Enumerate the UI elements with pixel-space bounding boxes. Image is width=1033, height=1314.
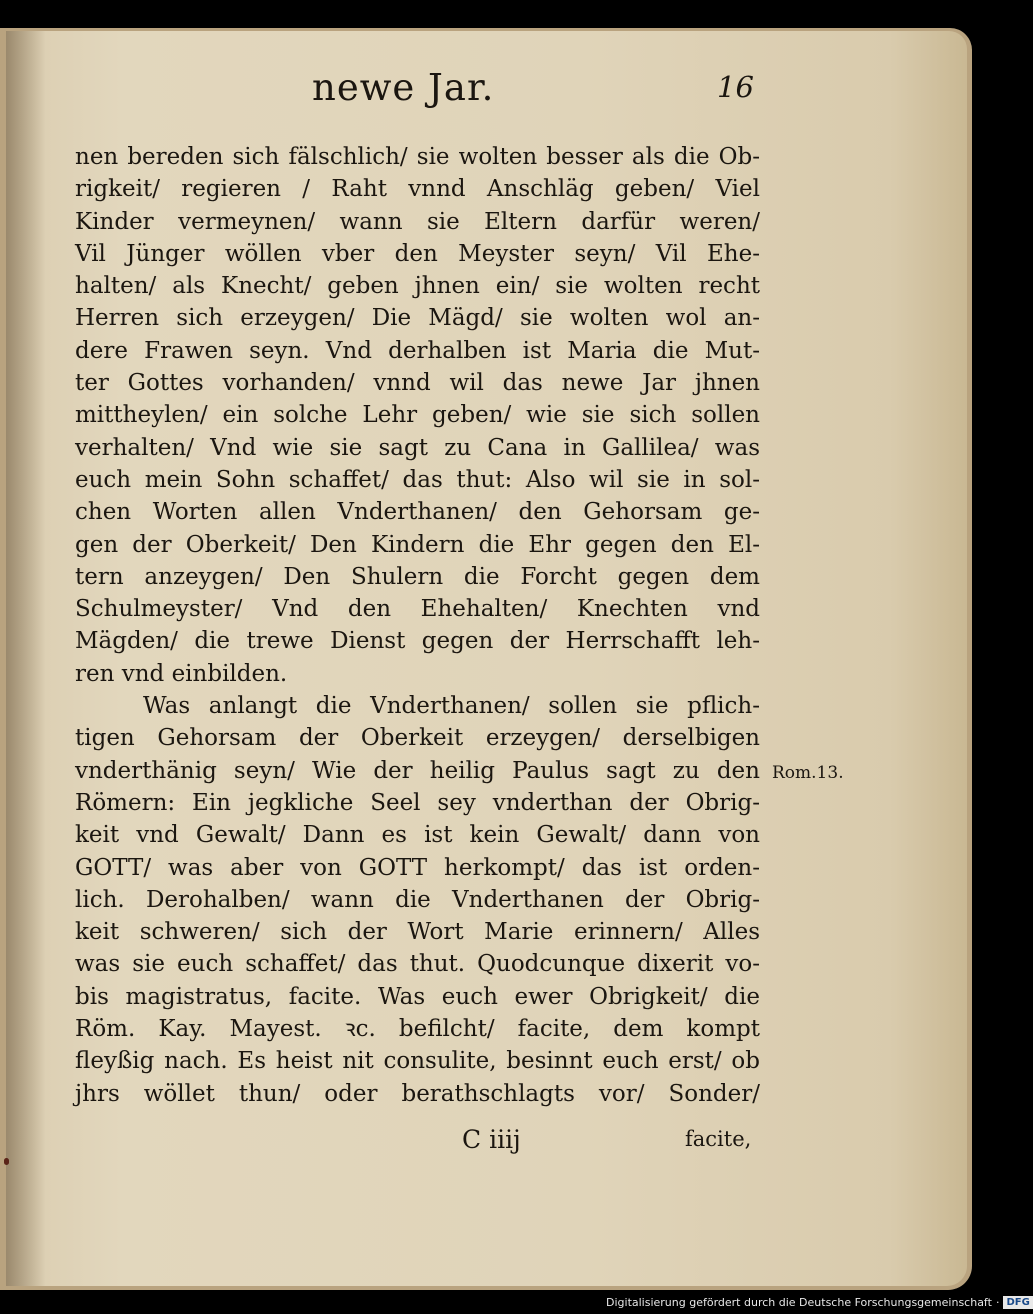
text-line: halten/ als Knecht/ geben jhnen ein/ sie wolten recht [75, 273, 760, 300]
text-line: Schulmeyster/ Vnd den Ehehalten/ Knechten vnd [75, 596, 760, 623]
text-line: ren vnd einbilden. [75, 660, 288, 687]
text-line: vnderthänig seyn/ Wie der heilig Paulus sagt zu den [75, 757, 760, 784]
text-line: ter Gottes vorhanden/ vnnd wil das newe Jar jhnen [75, 370, 760, 397]
text-line: dere Frawen seyn. Vnd derhalben ist Maria die Mut- [75, 337, 760, 364]
text-line: Kinder vermeynen/ wann sie Eltern darfür weren/ [75, 208, 760, 235]
text-line: euch mein Sohn schaffet/ das thut: Also wil sie in sol- [75, 466, 760, 493]
text-line: Vil Jünger wöllen vber den Meyster seyn/ Vil Ehe- [75, 240, 760, 267]
text-line: chen Worten allen Vnderthanen/ den Gehorsam ge- [75, 499, 760, 526]
body-text [75, 141, 760, 1110]
dfg-logo: DFG [1003, 1296, 1032, 1309]
catchword: facite, [685, 1127, 752, 1151]
text-line: keit vnd Gewalt/ Dann es ist kein Gewalt/ dann von [75, 822, 760, 849]
text-line: keit schweren/ sich der Wort Marie erinnern/ Alles [75, 919, 760, 946]
text-line: Herren sich erzeygen/ Die Mägd/ sie wolten wol an- [75, 305, 760, 332]
text-line: GOTT/ was aber von GOTT herkompt/ das ist orden- [75, 854, 760, 881]
text-line: bis magistratus, facite. Was euch ewer Obrigkeit/ die [75, 983, 760, 1010]
footer-separator: · [995, 1296, 1000, 1309]
text-line: rigkeit/ regieren / Raht vnnd Anschläg geben/ Viel [75, 176, 760, 203]
margin-note: Rom.13. [772, 763, 844, 783]
text-line: jhrs wöllet thun/ oder berathschlagts vor/ Sonder/ [75, 1080, 760, 1107]
text-line: Römern: Ein jegkliche Seel sey vnderthan der Obrig- [75, 789, 760, 816]
text-line: Was anlangt die Vnderthanen/ sollen sie pflich- [143, 693, 760, 720]
text-line: fleyßig nach. Es heist nit consulite, besinnt euch erst/ ob [75, 1048, 760, 1075]
ink-speck [4, 1158, 9, 1165]
text-line: gen der Oberkeit/ Den Kindern die Ehr gegen den El- [75, 531, 760, 558]
text-line: Mägden/ die trewe Dienst gegen der Herrschafft leh- [75, 628, 760, 655]
footer-credit: Digitalisierung gefördert durch die Deutsche Forschungsgemeinschaft [606, 1296, 992, 1309]
text-line: Röm. Kay. Mayest. ꝛc. befilcht/ facite, dem kompt [75, 1016, 760, 1043]
text-line: lich. Derohalben/ wann die Vnderthanen der Obrig- [75, 886, 760, 913]
text-line: was sie euch schaffet/ das thut. Quodcunque dixerit vo- [75, 951, 760, 978]
text-line: nen bereden sich fälschlich/ sie wolten besser als die Ob- [75, 144, 760, 170]
text-line: mittheylen/ ein solche Lehr geben/ wie sie sich sollen [75, 402, 760, 429]
text-line: verhalten/ Vnd wie sie sagt zu Cana in Gallilea/ was [75, 434, 760, 461]
digitization-footer [606, 1296, 1033, 1309]
signature-mark: C iiij [462, 1125, 521, 1154]
running-head: newe Jar. [312, 66, 495, 109]
text-line: tern anzeygen/ Den Shulern die Forcht gegen dem [75, 563, 760, 590]
text-line: tigen Gehorsam der Oberkeit erzeygen/ derselbigen [75, 725, 760, 752]
page-number: 16 [717, 70, 754, 104]
gutter-shadow [6, 31, 46, 1286]
